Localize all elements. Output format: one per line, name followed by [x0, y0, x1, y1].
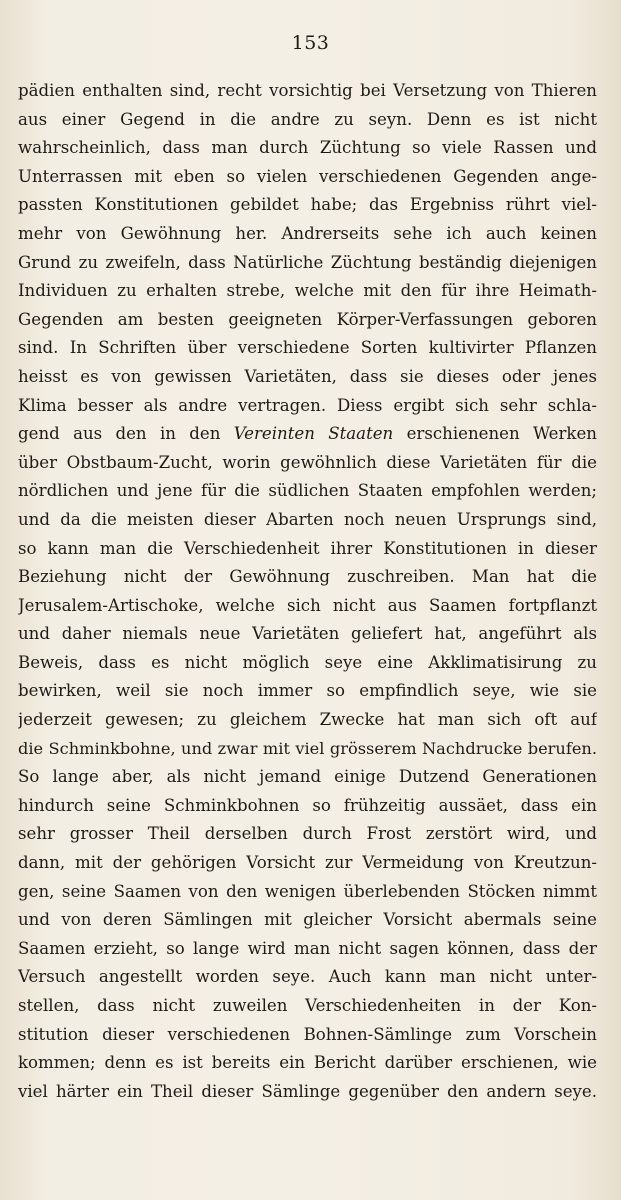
emphasized-text: Vereinten Staaten	[233, 424, 394, 444]
text-line: bewirken, weil sie noch immer so empfindlich seye, wie sie	[18, 681, 597, 701]
text-line: pädien enthalten sind, recht vorsichtig bei Versetzung von Thieren	[18, 81, 597, 100]
text-line: über Obstbaum-Zucht, worin gewöhnlich diese Varietäten für die	[18, 452, 597, 472]
text-line: Grund zu zweifeln, dass Natürliche Züchtung beständig diejenigen	[18, 252, 597, 272]
text-line: dann, mit der gehörigen Vorsicht zur Vermeidung von Kreutzun-	[18, 853, 597, 873]
text-line: Saamen erzieht, so lange wird man nicht sagen können, dass der	[18, 938, 597, 958]
text-line: aus einer Gegend in die andre zu seyn. Denn es ist nicht	[18, 109, 597, 129]
text-line: Beweis, dass es nicht möglich seye eine Akklimatisirung zu	[18, 652, 597, 672]
text-line: und daher niemals neue Varietäten geliefert hat, angeführt als	[18, 624, 597, 644]
text-line: So lange aber, als nicht jemand einige Dutzend Generationen	[18, 767, 597, 787]
text-line: Gegenden am besten geeigneten Körper-Verfassungen geboren	[18, 309, 597, 329]
text-line: und von deren Sämlingen mit gleicher Vorsicht abermals seine	[18, 910, 597, 930]
text-line: Beziehung nicht der Gewöhnung zuschreiben. Man hat die	[18, 567, 597, 587]
text-line: die Schminkbohne, und zwar mit viel grösserem Nachdrucke berufen.	[18, 738, 597, 758]
text-line: kommen; denn es ist bereits ein Bericht darüber erschienen, wie	[18, 1053, 597, 1073]
text-line: stitution dieser verschiedenen Bohnen-Sämlinge zum Vorschein	[18, 1024, 597, 1044]
text-line: viel härter ein Theil dieser Sämlinge gegenüber den andern seye.	[18, 1081, 597, 1101]
text-line: heisst es von gewissen Varietäten, dass sie dieses oder jenes	[18, 366, 597, 386]
text-line: gen, seine Saamen von den wenigen überlebenden Stöcken nimmt	[18, 881, 597, 901]
text-line: wahrscheinlich, dass man durch Züchtung so viele Rassen und	[18, 138, 597, 158]
text-line: mehr von Gewöhnung her. Andrerseits sehe ich auch keinen	[18, 223, 597, 243]
text-line	[18, 420, 597, 449]
text-line: passten Konstitutionen gebildet habe; das Ergebniss rührt viel-	[18, 195, 597, 215]
body-text	[18, 77, 597, 1106]
text-line: sehr grosser Theil derselben durch Frost zerstört wird, und	[18, 824, 597, 844]
text-line: Klima besser als andre vertragen. Diess ergibt sich sehr schla-	[18, 395, 597, 415]
text-line: und da die meisten dieser Abarten noch neuen Ursprungs sind,	[18, 509, 597, 529]
text-line: stellen, dass nicht zuweilen Verschiedenheiten in der Kon-	[18, 996, 597, 1015]
text-line: Unterrassen mit eben so vielen verschiedenen Gegenden ange-	[18, 166, 597, 186]
text-line: Individuen zu erhalten strebe, welche mit den für ihre Heimath-	[18, 281, 597, 301]
text-line: jederzeit gewesen; zu gleichem Zwecke hat man sich oft auf	[18, 710, 597, 730]
text-line: so kann man die Verschiedenheit ihrer Konstitutionen in dieser	[18, 538, 597, 558]
text-line: sind. In Schriften über verschiedene Sorten kultivirter Pflanzen	[18, 338, 597, 358]
text-segment: erschienenen Werken	[393, 424, 597, 444]
text-line: Jerusalem-Artischoke, welche sich nicht aus Saamen fortpflanzt	[18, 595, 597, 615]
text-line: nördlichen und jene für die südlichen Staaten empfohlen werden;	[18, 481, 597, 501]
page-number: 153	[291, 32, 330, 54]
text-line: Versuch angestellt worden seye. Auch kann man nicht unter-	[18, 967, 597, 987]
text-segment: gend aus den in den	[18, 424, 234, 444]
text-line: hindurch seine Schminkbohnen so frühzeitig aussäet, dass ein	[18, 795, 597, 815]
